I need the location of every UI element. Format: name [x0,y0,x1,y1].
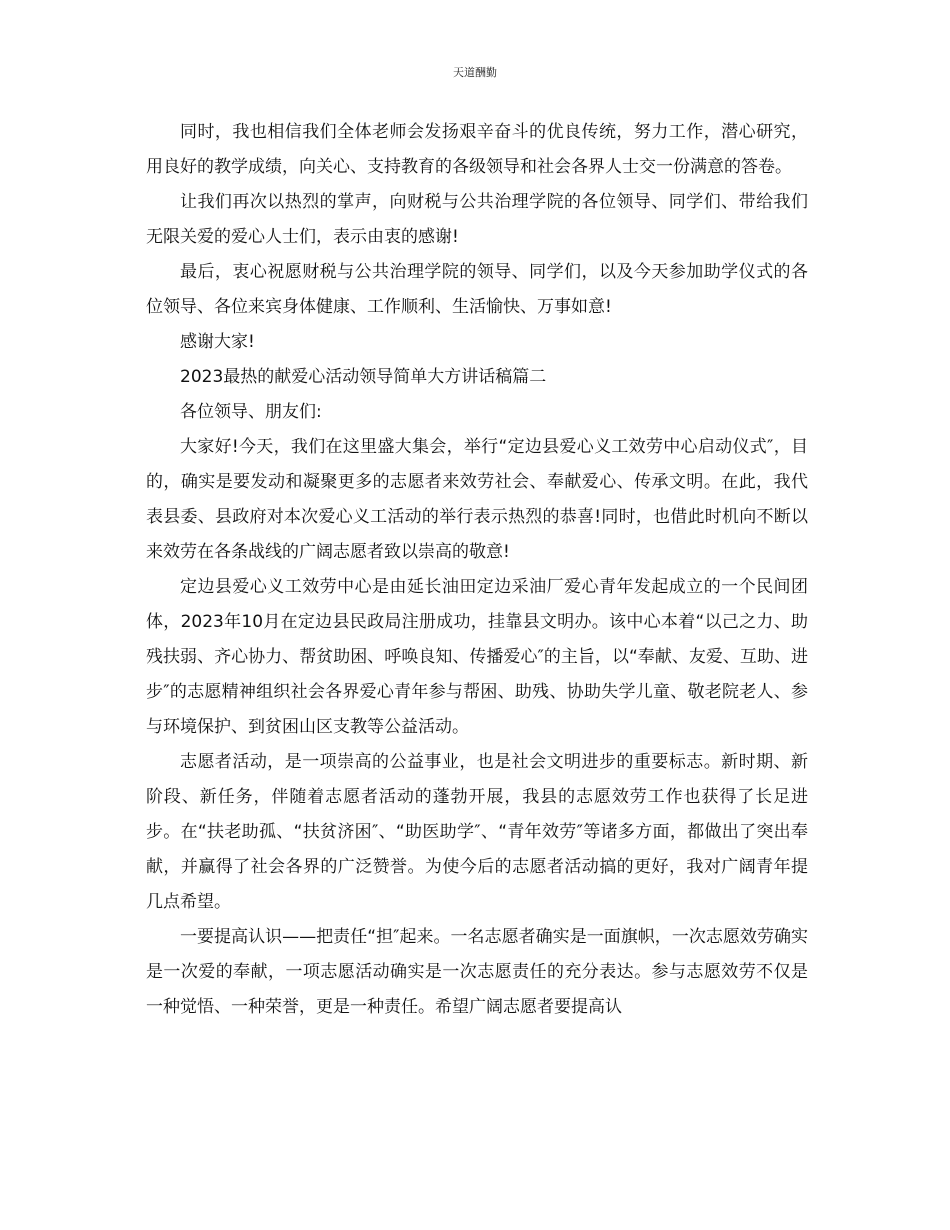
salutation: 各位领导、朋友们: [180,402,322,422]
paragraph: 大家好!今天，我们在这里盛大集会，举行“定边县爱心义工效劳中心启动仪式″，目的，确实是要发动和凝聚更多的志愿者来效劳社会、奉献爱心、传承文明。在此，我代表县委、县政府对本次爱心义工活动的举行表示热烈的恭喜!同时，也借此时机向不断以来效劳在各条战线的广阔志愿者致以崇高的敬意! [146,437,808,562]
document-body [146,115,808,1025]
section-title: 2023最热的献爱心活动领导简单大方讲话稿篇二 [180,367,547,387]
paragraph: 让我们再次以热烈的掌声，向财税与公共治理学院的各位领导、同学们、带给我们无限关爱的爱心人士们，表示由衷的感谢! [146,192,808,247]
paragraph: 同时，我也相信我们全体老师会发扬艰辛奋斗的优良传统，努力工作，潜心研究，用良好的教学成绩，向关心、支持教育的各级领导和社会各界人士交一份满意的答卷。 [146,122,808,177]
paragraph: 最后，衷心祝愿财税与公共治理学院的领导、同学们，以及今天参加助学仪式的各位领导、各位来宾身体健康、工作顺利、生活愉快、万事如意! [146,262,808,317]
paragraph: 一要提高认识——把责任“担″起来。一名志愿者确实是一面旗帜，一次志愿效劳确实是一次爱的奉献，一项志愿活动确实是一次志愿责任的充分表达。参与志愿效劳不仅是一种觉悟、一种荣誉，更是一种责任。希望广阔志愿者要提高认 [146,927,808,1017]
paragraph: 感谢大家! [180,332,255,352]
paragraph: 定边县爱心义工效劳中心是由延长油田定边采油厂爱心青年发起成立的一个民间团体，2023年10月在定边县民政局注册成功，挂靠县文明办。该中心本着“以己之力、助残扶弱、齐心协力、帮贫助困、呼唤良知、传播爱心″的主旨，以“奉献、友爱、互助、进步″的志愿精神组织社会各界爱心青年参与帮困、助残、协助失学儿童、敬老院老人、参与环境保护、到贫困山区支教等公益活动。 [146,577,808,737]
page-header: 天道酬勤 [453,66,497,79]
paragraph: 志愿者活动，是一项崇高的公益事业，也是社会文明进步的重要标志。新时期、新阶段、新任务，伴随着志愿者活动的蓬勃开展，我县的志愿效劳工作也获得了长足进步。在“扶老助孤、“扶贫济困″、“助医助学″、“青年效劳″等诸多方面，都做出了突出奉献，并赢得了社会各界的广泛赞誉。为使今后的志愿者活动搞的更好，我对广阔青年提几点希望。 [146,752,808,912]
